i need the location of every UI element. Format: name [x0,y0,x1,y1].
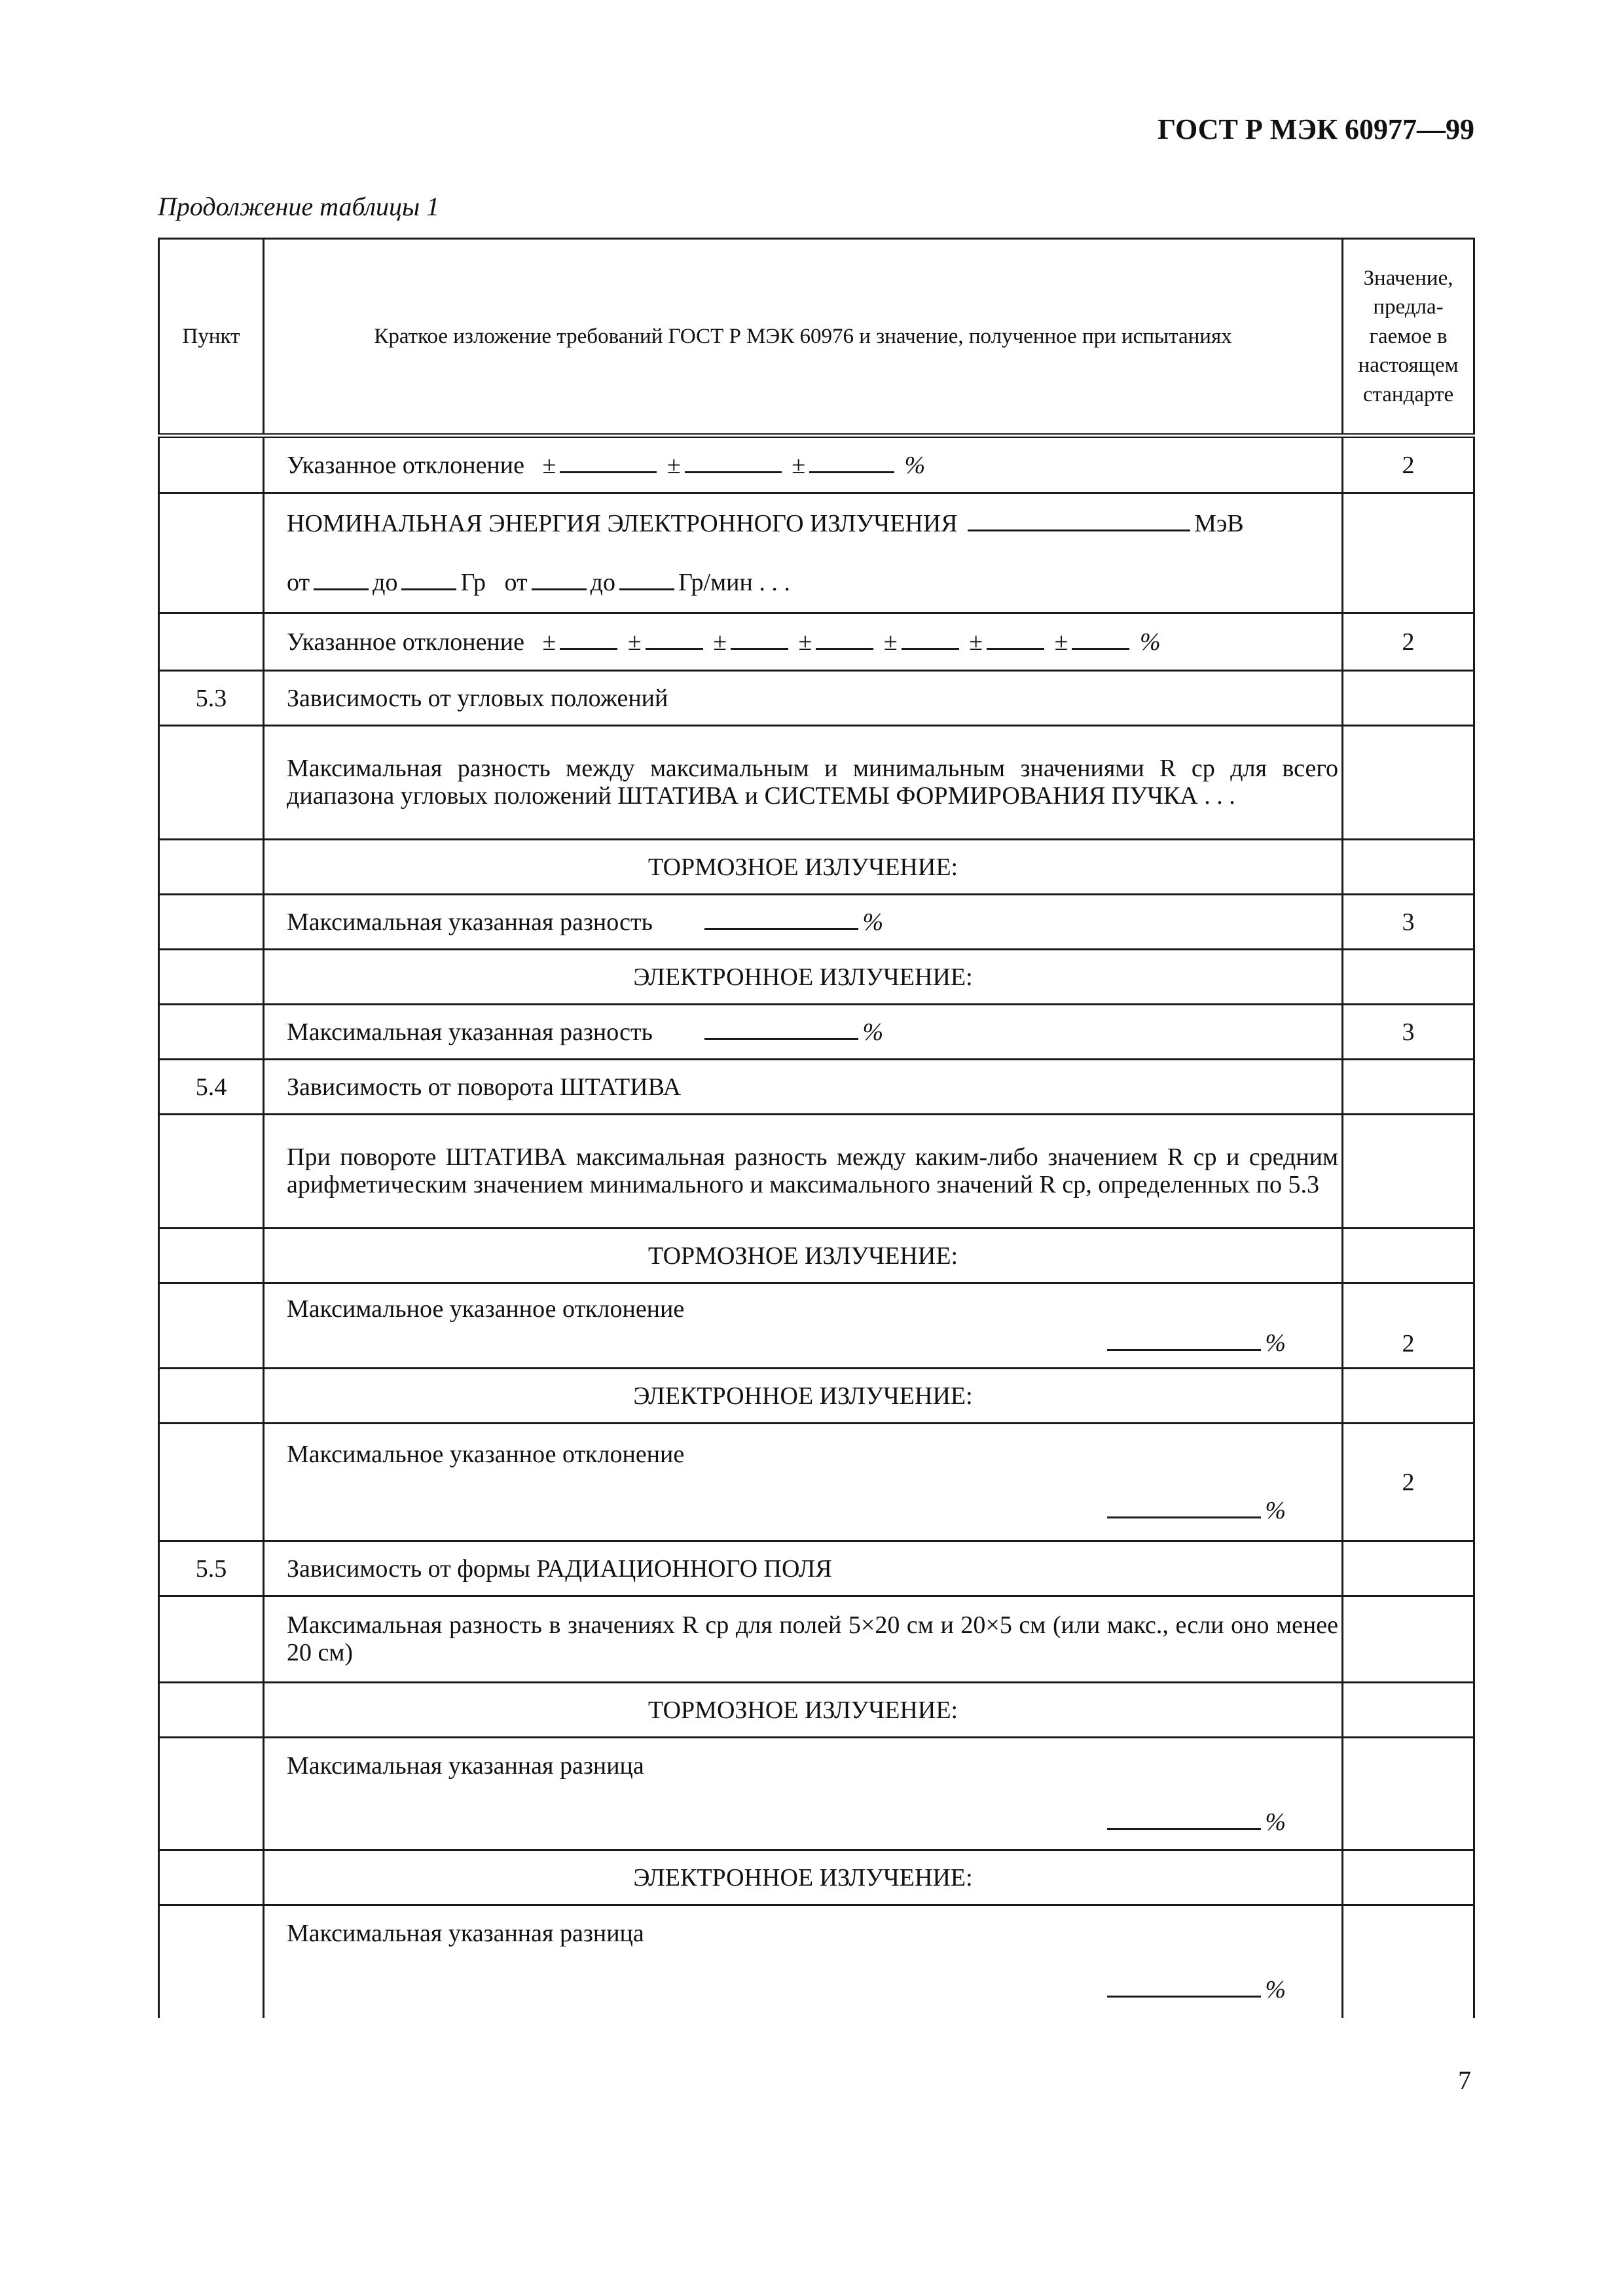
result-line [287,1494,1338,1528]
cell-value: 3 [1343,895,1474,950]
table-row [159,436,1474,493]
header-value [1343,239,1474,436]
percent-sign: % [1265,1329,1286,1357]
plus-minus-1: ± [542,451,556,479]
cell-value: 2 [1343,1283,1474,1369]
header-value-text: Значение, предла- гаемое в настоящем стандарте [1358,266,1459,406]
to-label: до [373,569,398,596]
cell-item [159,1596,264,1683]
cell-item: 5.5 [159,1541,264,1596]
bremsstrahlung-heading: ТОРМОЗНОЕ ИЗЛУЧЕНИЕ: [264,1229,1343,1283]
blank-field [902,628,959,650]
cell-item [159,436,264,493]
cell-item [159,1738,264,1850]
cell-value [1343,671,1474,726]
cell-value [1343,493,1474,613]
plus-minus-3: ± [792,451,806,479]
max-difference-label: Максимальная указанная разница [287,1920,644,1948]
deviation-label: Указанное отклонение [287,451,524,479]
result-line [287,1973,1338,2007]
table-row [159,895,1474,950]
cell-item [159,895,264,950]
max-difference-label: Максимальная указанная разность [287,1018,653,1046]
percent-sign: % [1265,1976,1286,2004]
table-row [159,671,1474,726]
blank-field [646,628,703,650]
cell-item [159,840,264,895]
cell-value [1343,1060,1474,1115]
from-label: от [504,569,528,596]
section-title: Зависимость от формы РАДИАЦИОННОГО ПОЛЯ [264,1541,1343,1596]
blank-field [731,628,788,650]
result-line [287,1326,1338,1360]
table-row [159,1738,1474,1850]
table-row [159,1229,1474,1283]
blank-field [401,569,456,590]
table-row [159,1283,1474,1369]
bremsstrahlung-heading: ТОРМОЗНОЕ ИЗЛУЧЕНИЕ: [264,1683,1343,1738]
section-description: Максимальная разность между максимальным и минимальным значениями R ср для всего диапазона угловых положений ШТАТИВА и СИСТЕМЫ ФОРМИРОВАНИЯ ПУЧКА . . . [264,726,1343,840]
cell-value: 3 [1343,1005,1474,1060]
cell-item [159,1905,264,2018]
table-row [159,1850,1474,1905]
plus-minus: ± [627,628,642,656]
range-line [287,553,1338,612]
table-row [159,840,1474,895]
max-difference-label: Максимальная указанная разница [287,1751,644,1780]
table-row [159,1060,1474,1115]
blank-field [809,452,894,473]
table-row [159,1424,1474,1541]
blank-field [560,452,657,473]
max-deviation-label: Максимальное указанное отклонение [287,1440,685,1468]
blank-field [1107,1497,1261,1518]
cell-item [159,1005,264,1060]
table-row [159,1115,1474,1229]
blank-field [704,908,858,930]
cell-description [264,1283,1343,1369]
cell-item [159,1850,264,1905]
cell-value: 2 [1343,436,1474,493]
blank-field [532,569,587,590]
document-id: ГОСТ Р МЭК 60977—99 [1158,113,1474,145]
cell-item [159,1424,264,1541]
blank-field [619,569,674,590]
table-row [159,1541,1474,1596]
cell-value [1343,950,1474,1005]
table-row [159,1369,1474,1424]
blank-field [314,569,369,590]
cell-item [159,1283,264,1369]
electron-heading: ЭЛЕКТРОННОЕ ИЗЛУЧЕНИЕ: [264,1369,1343,1424]
table-row [159,726,1474,840]
cell-description [264,1005,1343,1060]
percent-sign: % [862,908,884,936]
energy-line [287,494,1338,553]
cell-value: 2 [1343,613,1474,671]
bremsstrahlung-heading: ТОРМОЗНОЕ ИЗЛУЧЕНИЕ: [264,840,1343,895]
from-label: от [287,569,310,596]
header-description: Краткое изложение требований ГОСТ Р МЭК 60976 и значение, полученное при испытаниях [264,239,1343,436]
cell-value [1343,1369,1474,1424]
percent-sign: % [1265,1808,1286,1836]
electron-heading: ЭЛЕКТРОННОЕ ИЗЛУЧЕНИЕ: [264,1850,1343,1905]
blank-field [704,1018,858,1040]
cell-item [159,726,264,840]
blank-field [987,628,1044,650]
cell-description [264,1738,1343,1850]
cell-description [264,1905,1343,2018]
energy-label: НОМИНАЛЬНАЯ ЭНЕРГИЯ ЭЛЕКТРОННОГО ИЗЛУЧЕНИЯ [287,510,958,537]
table-row [159,1005,1474,1060]
table-row [159,950,1474,1005]
percent-sign: % [862,1018,884,1046]
plus-minus: ± [883,628,898,656]
header-item: Пункт [159,239,264,436]
gray-unit: Гр [460,569,486,596]
cell-item [159,493,264,613]
cell-item [159,1683,264,1738]
cell-value [1343,1683,1474,1738]
table-row [159,1596,1474,1683]
dose-rate-unit: Гр/мин . . . [678,569,790,596]
table-row [159,493,1474,613]
max-difference-label: Максимальная указанная разность [287,908,653,936]
energy-unit: МэВ [1194,510,1244,537]
plus-minus: ± [542,628,556,656]
max-deviation-label: Максимальное указанное отклонение [287,1295,685,1323]
cell-value [1343,1905,1474,2018]
result-line [287,1805,1338,1839]
table-row [159,1905,1474,2018]
plus-minus-2: ± [666,451,681,479]
table-row [159,1683,1474,1738]
deviation-label: Указанное отклонение [287,628,524,656]
table-continuation-caption: Продолжение таблицы 1 [158,192,440,221]
section-title: Зависимость от угловых положений [264,671,1343,726]
requirements-table [158,238,1475,2018]
cell-value [1343,1738,1474,1850]
blank-field [1107,1808,1261,1830]
blank-field [1107,1976,1261,1998]
blank-field [685,452,782,473]
percent-sign: % [904,451,926,479]
blank-field [816,628,873,650]
cell-description [264,436,1343,493]
percent-sign: % [1139,628,1161,656]
electron-heading: ЭЛЕКТРОННОЕ ИЗЛУЧЕНИЕ: [264,950,1343,1005]
cell-item: 5.3 [159,671,264,726]
cell-item [159,1229,264,1283]
blank-field [560,628,617,650]
cell-item [159,1115,264,1229]
cell-value [1343,840,1474,895]
to-label: до [590,569,615,596]
cell-item [159,950,264,1005]
section-description: Максимальная разность в значениях R ср для полей 5×20 см и 20×5 см (или макс., если оно менее 20 см) [264,1596,1343,1683]
blank-field [1107,1329,1261,1351]
section-description: При повороте ШТАТИВА максимальная разность между каким-либо значением R ср и средним арифметическим значением минимального и максимального значений R ср, определенных по 5.3 [264,1115,1343,1229]
cell-value [1343,1229,1474,1283]
blank-field [968,510,1190,531]
cell-description [264,1424,1343,1541]
plus-minus: ± [1054,628,1068,656]
cell-description [264,613,1343,671]
cell-value [1343,1850,1474,1905]
cell-value [1343,1541,1474,1596]
cell-item: 5.4 [159,1060,264,1115]
cell-value [1343,1115,1474,1229]
plus-minus: ± [969,628,983,656]
section-title: Зависимость от поворота ШТАТИВА [264,1060,1343,1115]
cell-value: 2 [1343,1424,1474,1541]
plus-minus: ± [713,628,727,656]
table-row [159,613,1474,671]
cell-item [159,1369,264,1424]
blank-field [1072,628,1129,650]
cell-value [1343,726,1474,840]
cell-description [264,895,1343,950]
page-number: 7 [1458,2066,1471,2095]
cell-description [264,493,1343,613]
cell-item [159,613,264,671]
percent-sign: % [1265,1496,1286,1524]
cell-value [1343,1596,1474,1683]
plus-minus: ± [798,628,812,656]
table-header-row [159,239,1474,436]
